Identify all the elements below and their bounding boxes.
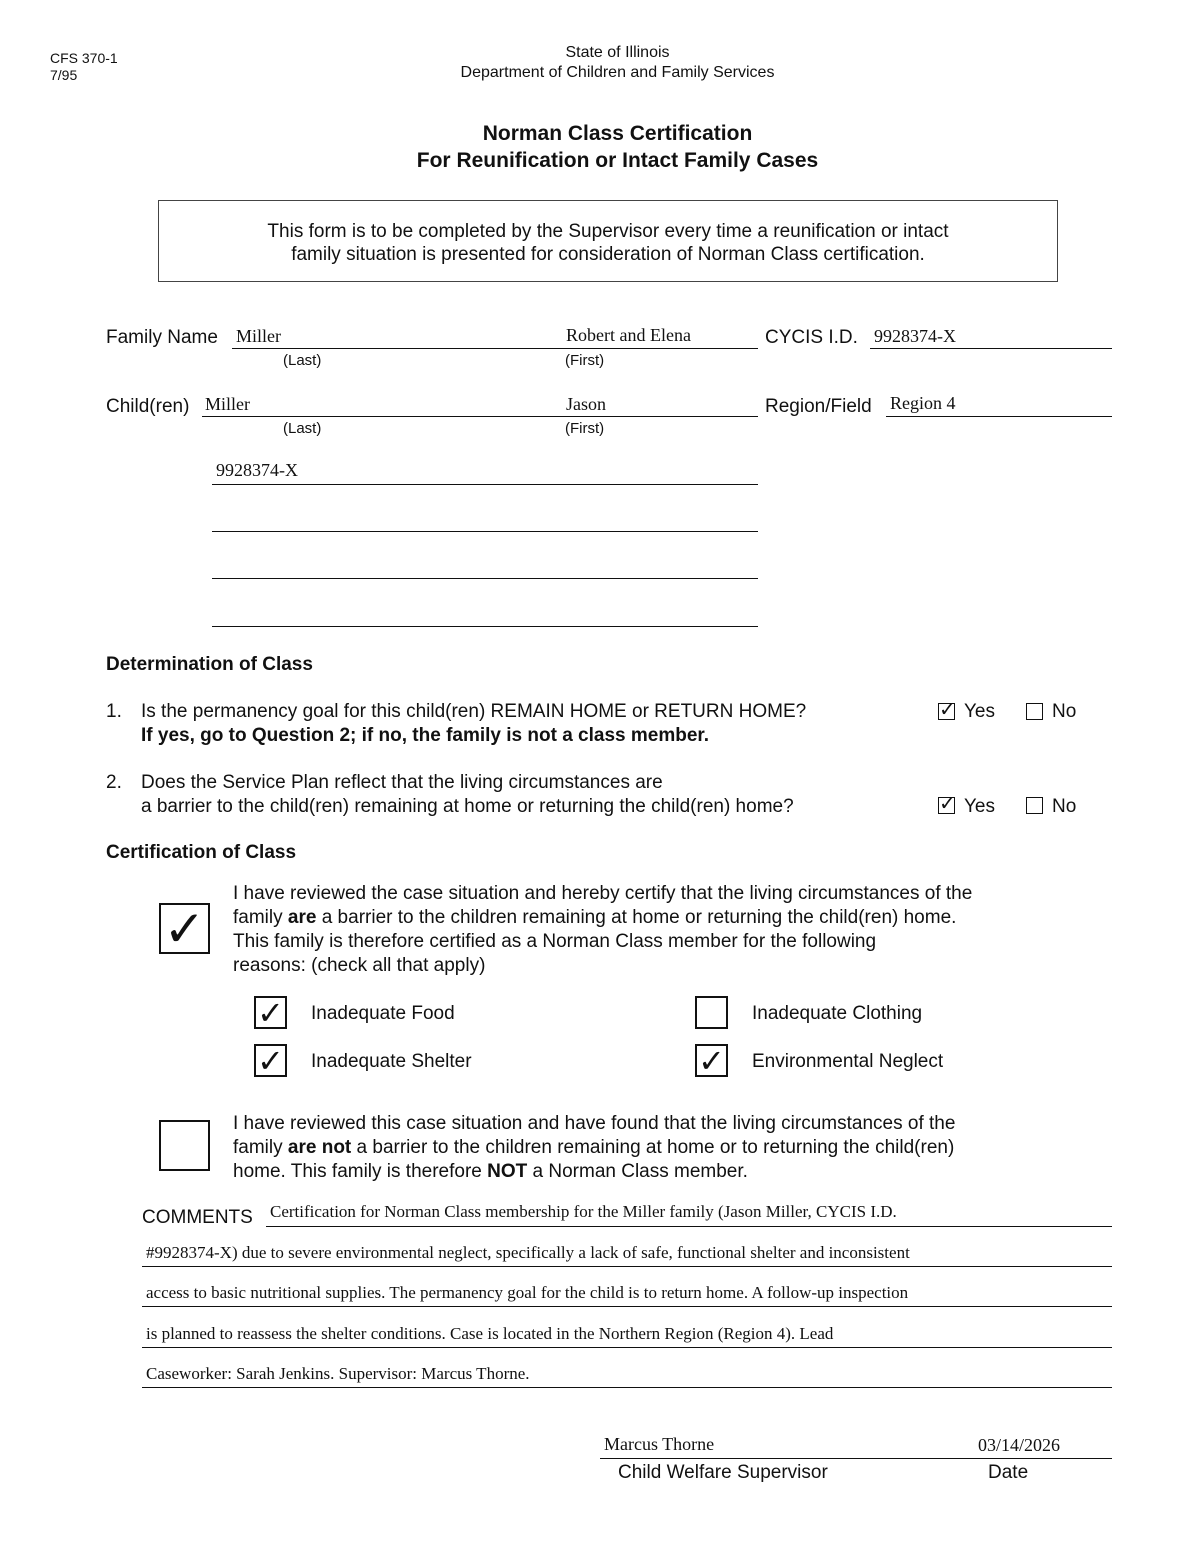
certify-member-statement	[233, 882, 1093, 978]
comment-text-1[interactable]: Certification for Norman Class membership for the Miller family (Jason Miller, CYCIS I.D.	[270, 1202, 897, 1221]
question-1-instruction: If yes, go to Question 2; if no, the family is not a class member.	[141, 725, 710, 746]
certify-member-line-2-pre: family	[233, 907, 288, 928]
question-2-line-1: Does the Service Plan reflect that the living circumstances are	[141, 772, 663, 793]
form-number: CFS 370-1	[50, 50, 118, 66]
child-first-caption: (First)	[565, 420, 605, 437]
family-last-caption: (Last)	[283, 352, 322, 369]
question-1-number: 1.	[106, 701, 122, 722]
page-title	[0, 120, 1200, 174]
q1-yes-check-icon: ✓	[939, 699, 956, 721]
region-label: Region/Field	[765, 396, 872, 417]
form-revision-date: 7/95	[50, 67, 78, 83]
comments-label: COMMENTS	[142, 1207, 253, 1228]
not-member-line-2-pre: family	[233, 1137, 288, 1158]
certification-heading: Certification of Class	[106, 842, 297, 863]
not-member-line-1: I have reviewed this case situation and have found that the living circumstances of the	[233, 1113, 956, 1134]
instructions-line-1: This form is to be completed by the Supervisor every time a reunification or intact	[267, 221, 949, 242]
certify-member-line-3: This family is therefore certified as a Norman Class member for the following	[233, 931, 877, 952]
q2-no-checkbox[interactable]	[1026, 797, 1043, 814]
date-caption: Date	[988, 1462, 1029, 1483]
comments-line-1	[266, 1226, 1112, 1227]
q2-yes-check-icon: ✓	[939, 793, 956, 815]
q1-yes-label: Yes	[964, 701, 995, 722]
supervisor-caption: Child Welfare Supervisor	[618, 1462, 828, 1483]
not-member-statement	[233, 1112, 1093, 1184]
certify-member-line-2	[233, 906, 1093, 930]
children-name-line	[202, 416, 758, 417]
reason-food-check-icon: ✓	[257, 995, 284, 1031]
reason-clothing-checkbox[interactable]	[695, 996, 728, 1029]
reason-shelter-check-icon: ✓	[257, 1043, 284, 1079]
determination-heading: Determination of Class	[106, 654, 313, 675]
q1-yes-checkbox[interactable]	[938, 699, 956, 721]
comment-text-3[interactable]: access to basic nutritional supplies. The permanency goal for the child is to return home. A follow-up inspection	[146, 1283, 909, 1302]
not-member-line-2-post: a barrier to the children remaining at home or to returning the child(ren)	[351, 1137, 955, 1158]
not-member-line-2	[233, 1136, 1093, 1160]
reason-food-checkbox[interactable]	[254, 996, 287, 1029]
reason-shelter-checkbox[interactable]	[254, 1044, 287, 1077]
family-first-caption: (First)	[565, 352, 605, 369]
certify-member-checkbox[interactable]	[159, 901, 210, 957]
reason-environmental-checkbox[interactable]	[695, 1044, 728, 1077]
children-label: Child(ren)	[106, 396, 190, 417]
additional-child-line-3[interactable]	[212, 578, 758, 579]
q2-yes-checkbox[interactable]	[938, 793, 956, 815]
family-first-name-field[interactable]: Robert and Elena	[566, 325, 691, 345]
comments-line-3	[142, 1306, 1112, 1307]
child-first-name-field[interactable]: Jason	[566, 394, 606, 414]
comments-line-4	[142, 1347, 1112, 1348]
reason-environmental-check-icon: ✓	[698, 1043, 725, 1079]
signature-line	[600, 1458, 1112, 1459]
question-2-number: 2.	[106, 772, 122, 793]
additional-child-line-1	[212, 484, 758, 485]
cycis-label: CYCIS I.D.	[765, 327, 858, 348]
certify-member-line-2-post: a barrier to the children remaining at home or returning the child(ren) home.	[316, 907, 957, 928]
family-name-label: Family Name	[106, 327, 218, 348]
q2-yes-label: Yes	[964, 796, 995, 817]
region-line	[886, 416, 1112, 417]
title-line-2: For Reunification or Intact Family Cases	[416, 149, 819, 172]
certify-member-line-1: I have reviewed the case situation and hereby certify that the living circumstances of the	[233, 883, 973, 904]
not-member-line-3-pre: home. This family is therefore	[233, 1161, 488, 1182]
additional-child-line-4[interactable]	[212, 626, 758, 627]
reason-clothing-label: Inadequate Clothing	[752, 1003, 923, 1024]
reason-shelter-label: Inadequate Shelter	[311, 1051, 472, 1072]
agency-department: Department of Children and Family Services	[460, 64, 775, 81]
not-member-checkbox[interactable]	[159, 1120, 210, 1171]
child-last-caption: (Last)	[283, 420, 322, 437]
question-1-text: Is the permanency goal for this child(ren) REMAIN HOME or RETURN HOME?	[141, 701, 807, 722]
comment-text-5[interactable]: Caseworker: Sarah Jenkins. Supervisor: Marcus Thorne.	[146, 1364, 530, 1383]
certify-member-line-4: reasons: (check all that apply)	[233, 955, 486, 976]
not-member-line-3	[233, 1160, 1093, 1184]
reason-food-label: Inadequate Food	[311, 1003, 455, 1024]
agency-header	[0, 43, 1200, 83]
supervisor-signature-field[interactable]: Marcus Thorne	[604, 1434, 715, 1454]
reason-environmental-label: Environmental Neglect	[752, 1051, 944, 1072]
agency-state: State of Illinois	[565, 44, 670, 61]
q1-no-checkbox[interactable]	[1026, 703, 1043, 720]
not-member-not-emphasis: NOT	[487, 1161, 528, 1182]
not-member-emphasis: are not	[287, 1137, 352, 1158]
cycis-id-field[interactable]: 9928374-X	[874, 326, 956, 346]
question-2-line-2: a barrier to the child(ren) remaining at home or returning the child(ren) home?	[141, 796, 794, 817]
family-name-line	[232, 348, 758, 349]
q1-no-label: No	[1052, 701, 1077, 722]
comments-line-2	[142, 1266, 1112, 1267]
certify-member-emphasis: are	[287, 907, 317, 928]
child-last-name-field[interactable]: Miller	[205, 394, 250, 414]
instructions-box	[158, 200, 1058, 282]
comment-text-4[interactable]: is planned to reassess the shelter conditions. Case is located in the Northern Region (Region 4). Lead	[146, 1324, 834, 1343]
comment-text-2[interactable]: #9928374-X) due to severe environmental neglect, specifically a lack of safe, functional shelter and inconsistent	[146, 1243, 910, 1262]
family-last-name-field[interactable]: Miller	[236, 326, 281, 346]
region-field[interactable]: Region 4	[890, 393, 956, 413]
cycis-line	[870, 348, 1112, 349]
instructions-line-2: family situation is presented for consideration of Norman Class certification.	[291, 244, 925, 265]
certify-member-check-icon: ✓	[163, 901, 206, 957]
comments-line-5	[142, 1387, 1112, 1388]
not-member-line-3-post: a Norman Class member.	[527, 1161, 748, 1182]
additional-child-field-1[interactable]: 9928374-X	[216, 460, 298, 480]
signature-date-field[interactable]: 03/14/2026	[978, 1435, 1061, 1455]
additional-child-line-2[interactable]	[212, 531, 758, 532]
title-line-1: Norman Class Certification	[482, 122, 753, 145]
q2-no-label: No	[1052, 796, 1077, 817]
